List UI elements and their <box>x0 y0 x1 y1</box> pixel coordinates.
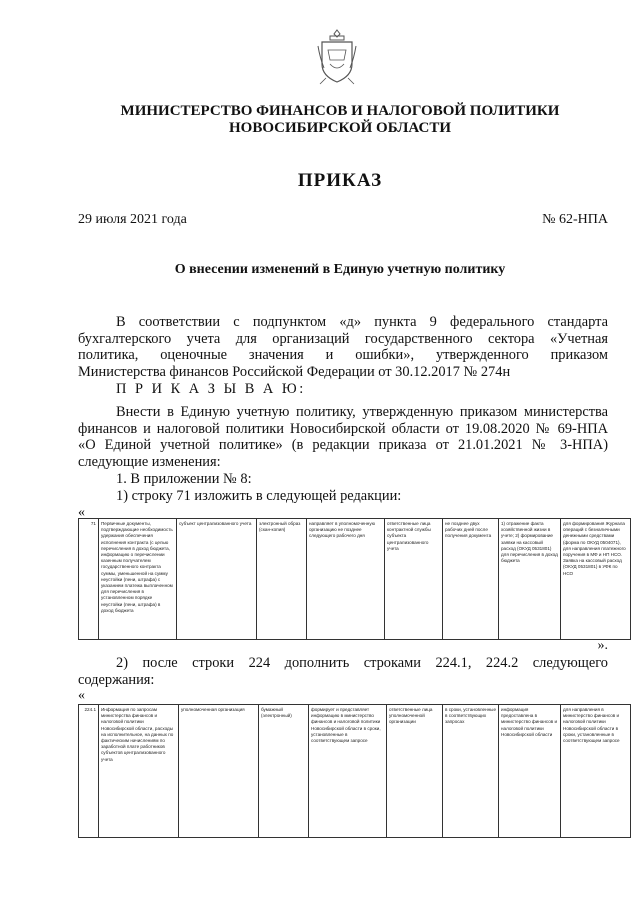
ministry-name-line1: МИНИСТЕРСТВО ФИНАНСОВ И НАЛОГОВОЙ ПОЛИТИКИ <box>120 103 560 119</box>
table-cell: бумажный (электронный) <box>259 705 309 838</box>
preamble-line: В соответствии с подпунктом «д» пункта 9 федерального стандарта <box>116 314 608 330</box>
order-title: ПРИКАЗ <box>297 170 383 191</box>
table-cell: направляет в уполномоченную организацию не позднее следующего рабочего дня <box>307 519 385 640</box>
item-1-2-line: 2) после строки 224 дополнить строками 224.1, 224.2 следующего <box>116 655 608 671</box>
coat-of-arms-icon <box>316 28 358 86</box>
quote-open-mark: « <box>78 688 85 703</box>
table-cell: 224.1 <box>79 705 99 838</box>
table-cell: Первичные документы, подтверждающие необходимость удержания обеспечения исполнения контракта (с целью перечисления в доход бюджета, информацию о перечислении казенным получателем государственного контракта суммы, уменьшенной на сумму неустойки (пени, штрафа) с указанием платежа выплаченном для перечисления в установленном порядке неустойки (пени, штрафа) в доход бюджета <box>99 519 177 640</box>
preamble-line: политика, оценочные значения и ошибки», утвержденного приказом <box>78 347 608 363</box>
table-cell: ответственные лица контрактной службы субъекта централизованного учета <box>385 519 443 640</box>
table-cell: 1) отражение факта хозяйственной жизни в учете; 2) формирование заявки на кассовый расход (ОКУД 0531801) для перечисления в доход бюджета <box>499 519 561 640</box>
table-cell: в сроки, установленные в соответствующих запросах <box>443 705 499 838</box>
ministry-name-line2: НОВОСИБИРСКОЙ ОБЛАСТИ <box>228 120 452 136</box>
directive-line: финансов и налоговой политики Новосибирской области от 19.08.2020 № 69-НПА <box>78 420 608 437</box>
table-cell: Информация по запросам министерства финансов и налоговой политики Новосибирской области, расходы на исполнительное, на данных по фактическим начислениям по заработной плате работников субъектов централизованного учета <box>99 705 179 838</box>
table-cell: не позднее двух рабочих дней после получения документа <box>443 519 499 640</box>
item-1-2-line: содержания: <box>78 671 155 688</box>
directive-paragraph <box>78 404 608 470</box>
preamble-line: Министерства финансов Российской Федерации от 30.12.2017 № 274н <box>78 363 511 380</box>
order-date: 29 июля 2021 года <box>78 212 187 227</box>
order-subject: О внесении изменений в Единую учетную политику <box>174 262 506 277</box>
order-number: № 62-НПА <box>542 212 608 227</box>
table-cell: 71 <box>79 519 99 640</box>
table-row-71 <box>78 518 631 640</box>
quote-open-mark: « <box>78 505 85 520</box>
quote-close-mark: ». <box>597 638 608 653</box>
table-cell: формирует и представляет информацию в министерство финансов и налоговой политики Новосибирской области в сроки, установленные в соответствующем запросе <box>309 705 387 838</box>
table-cell: электронный образ (скан-копия) <box>257 519 307 640</box>
table-cell: для направления в министерство финансов и налоговой политики Новосибирской области в сроки, установленные в соответствующем запросе <box>561 705 631 838</box>
table-cell: информация предоставлена в министерство финансов и налоговой политики Новосибирской области <box>499 705 561 838</box>
table-cell: уполномоченная организация <box>179 705 259 838</box>
table-row-224-1 <box>78 704 631 838</box>
table-cell: субъект централизованного учета <box>177 519 257 640</box>
preamble-line: бухгалтерского учета для организаций государственного сектора «Учетная <box>78 330 608 347</box>
preamble-paragraph <box>78 314 608 380</box>
table-cell: ответственные лица уполномоченной организации <box>387 705 443 838</box>
directive-line: следующие изменения: <box>78 453 221 470</box>
item-1-1: 1) строку 71 изложить в следующей редакции: <box>116 488 402 504</box>
order-directive: П Р И К А З Ы В А Ю: <box>116 381 306 397</box>
item-1: 1. В приложении № 8: <box>116 471 252 487</box>
item-1-2-paragraph <box>78 655 608 688</box>
directive-line: Внести в Единую учетную политику, утвержденную приказом министерства <box>116 404 608 420</box>
table-cell: для формирования Журнала операций с безналичными денежными средствами (форма по ОКУД 0504071), для направления платежного поручения в МФ и НП НСО. Заявка на кассовый расход (ОКУД 0531801) в УФК по НСО <box>561 519 631 640</box>
directive-line: «О Единой учетной политике» (в редакции приказа от 21.01.2021 № 3-НПА) <box>78 437 608 453</box>
